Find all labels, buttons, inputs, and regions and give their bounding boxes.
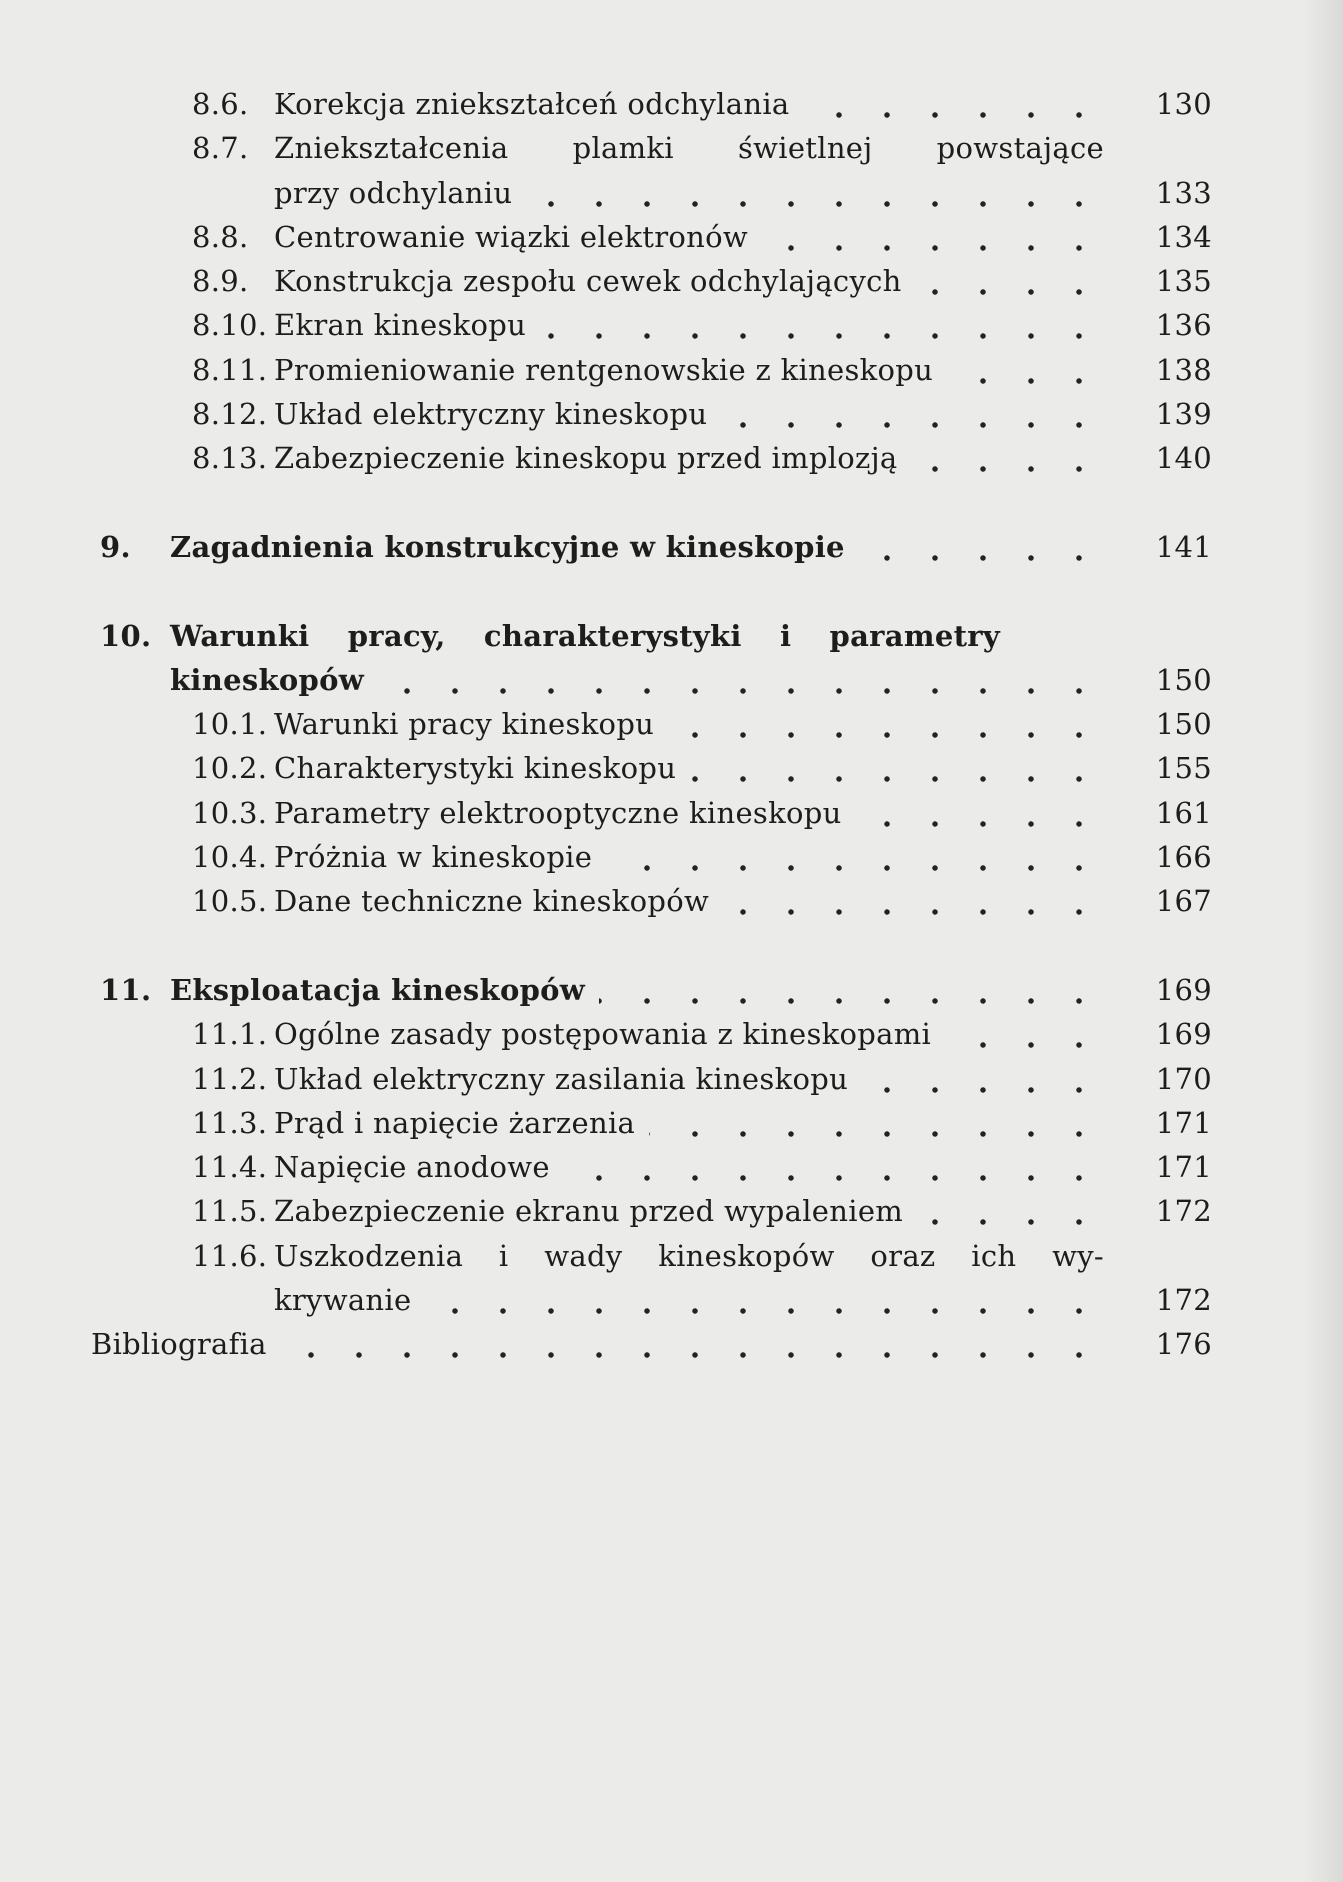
entry-title-continuation: przy odchylaniu	[274, 175, 513, 210]
toc-entry	[0, 1057, 1343, 1101]
dot-leader	[917, 1189, 1103, 1233]
entry-page-number: 133	[1155, 175, 1212, 210]
entry-page-number: 140	[1155, 441, 1212, 476]
dot-leader	[526, 171, 1103, 215]
dot-leader	[668, 702, 1103, 746]
toc-entry	[0, 392, 1343, 436]
entry-title: Korekcja zniekształceń odchylania	[274, 87, 790, 121]
entry-title: Ekran kineskopu	[274, 308, 527, 343]
entry-title-continuation: kineskopów	[170, 662, 364, 697]
toc-entry	[0, 1145, 1343, 1189]
entry-number: 11.4.	[192, 1150, 268, 1185]
entry-title: Prąd i napięcie żarzenia	[274, 1105, 636, 1140]
entry-number: 9.	[100, 529, 131, 564]
entry-page-number: 161	[1155, 795, 1212, 830]
entry-page-number: 139	[1155, 397, 1212, 432]
toc-entry-continuation	[0, 1278, 1343, 1322]
dot-leader	[856, 791, 1103, 835]
entry-title: Zagadnienia konstrukcyjne w kineskopie	[170, 529, 845, 564]
toc-entry-continuation	[0, 171, 1343, 215]
entry-number: 8.12.	[192, 397, 268, 432]
dot-leader	[649, 1101, 1103, 1145]
entry-title: Promieniowanie rentgenowskie z kineskopu	[274, 352, 934, 387]
dot-leader	[762, 215, 1103, 259]
entry-title: Ogólne zasady postępowania z kineskopami	[274, 1017, 932, 1052]
entry-page-number: 155	[1155, 751, 1212, 786]
entry-page-number: 138	[1155, 352, 1212, 387]
entry-title: Parametry elektrooptyczne kineskopu	[274, 795, 842, 830]
dot-leader	[859, 525, 1103, 569]
toc-entry	[0, 835, 1343, 879]
dot-leader	[540, 303, 1103, 347]
entry-title: Zniekształcenia plamki świetlnej powstające	[274, 131, 1104, 166]
toc-entry	[0, 1012, 1343, 1056]
entry-title: Dane techniczne kineskopów	[274, 884, 710, 919]
dot-leader	[947, 348, 1103, 392]
entry-title: Charakterystyki kineskopu	[274, 751, 677, 786]
entry-title: Zabezpieczenie ekranu przed wypaleniem	[274, 1194, 904, 1229]
entry-number: 11.2.	[192, 1061, 268, 1096]
entry-title: Warunki pracy, charakterystyki i parametry	[170, 618, 1000, 653]
toc-entry	[0, 614, 1343, 658]
dot-leader	[804, 82, 1103, 126]
toc-entry	[0, 1322, 1343, 1366]
toc-entry-continuation	[0, 658, 1343, 702]
toc-entry	[0, 879, 1343, 923]
entry-number: 10.5.	[192, 884, 268, 919]
dot-leader	[862, 1057, 1103, 1101]
entry-number: 8.13.	[192, 441, 268, 476]
entry-number: 8.7.	[192, 131, 249, 166]
dot-leader	[690, 746, 1103, 790]
entry-number: 8.8.	[192, 219, 249, 254]
dot-leader	[564, 1145, 1103, 1189]
entry-page-number: 134	[1155, 219, 1212, 254]
entry-number: 11.	[100, 972, 152, 1007]
entry-number: 8.11.	[192, 352, 268, 387]
entry-page-number: 166	[1155, 840, 1212, 875]
entry-page-number: 141	[1155, 529, 1212, 564]
dot-leader	[378, 658, 1103, 702]
entry-page-number: 176	[1155, 1327, 1212, 1362]
entry-number: 10.2.	[192, 751, 268, 786]
toc-entry	[0, 436, 1343, 480]
entry-title: Eksploatacja kineskopów	[170, 972, 586, 1007]
entry-page-number: 171	[1155, 1105, 1212, 1140]
entry-title: Uszkodzenia i wady kineskopów oraz ich wy-	[274, 1238, 1104, 1273]
entry-number: 11.5.	[192, 1194, 268, 1229]
entry-page-number: 169	[1155, 972, 1212, 1007]
entry-title: Konstrukcja zespołu cewek odchylających	[274, 264, 902, 299]
entry-title: Zabezpieczenie kineskopu przed implozją	[274, 441, 898, 476]
entry-page-number: 136	[1155, 308, 1212, 343]
toc-entry	[0, 215, 1343, 259]
entry-page-number: 150	[1155, 662, 1212, 697]
dot-leader	[281, 1322, 1103, 1366]
toc-entry	[0, 702, 1343, 746]
entry-page-number: 150	[1155, 707, 1212, 742]
entry-title: Bibliografia	[91, 1327, 267, 1362]
dot-leader	[945, 1012, 1103, 1056]
entry-number: 11.1.	[192, 1017, 268, 1052]
entry-page-number: 172	[1155, 1283, 1212, 1318]
entry-number: 10.4.	[192, 840, 268, 875]
dot-leader	[916, 259, 1103, 303]
toc-entry	[0, 348, 1343, 392]
dot-leader	[599, 968, 1103, 1012]
toc-entry	[0, 525, 1343, 569]
entry-number: 10.	[100, 618, 152, 653]
entry-number: 11.6.	[192, 1238, 268, 1273]
entry-title: Warunki pracy kineskopu	[274, 707, 655, 742]
entry-page-number: 171	[1155, 1150, 1212, 1185]
dot-leader	[723, 879, 1103, 923]
entry-number: 10.3.	[192, 795, 268, 830]
entry-number: 8.9.	[192, 264, 249, 299]
toc-entry	[0, 1189, 1343, 1233]
entry-page-number: 170	[1155, 1061, 1212, 1096]
dot-leader	[606, 835, 1103, 879]
toc-entry	[0, 1234, 1343, 1278]
entry-title-continuation: krywanie	[274, 1283, 412, 1318]
entry-number: 8.10.	[192, 308, 268, 343]
toc-entry	[0, 968, 1343, 1012]
entry-title: Układ elektryczny kineskopu	[274, 397, 708, 432]
dot-leader	[425, 1278, 1103, 1322]
entry-page-number: 169	[1155, 1017, 1212, 1052]
entry-page-number: 130	[1155, 87, 1212, 121]
entry-page-number: 135	[1155, 264, 1212, 299]
entry-number: 8.6.	[192, 87, 249, 121]
entry-page-number: 172	[1155, 1194, 1212, 1229]
toc-entry	[0, 259, 1343, 303]
toc-entry	[0, 126, 1343, 170]
dot-leader	[912, 436, 1103, 480]
entry-number: 11.3.	[192, 1105, 268, 1140]
toc-entry	[0, 746, 1343, 790]
toc-entry	[0, 303, 1343, 347]
toc-entry	[0, 791, 1343, 835]
entry-title: Próżnia w kineskopie	[274, 840, 593, 875]
entry-title: Napięcie anodowe	[274, 1150, 550, 1185]
entry-number: 10.1.	[192, 707, 268, 742]
entry-page-number: 167	[1155, 884, 1212, 919]
dot-leader	[721, 392, 1103, 436]
entry-title: Centrowanie wiązki elektronów	[274, 219, 748, 254]
entry-title: Układ elektryczny zasilania kineskopu	[274, 1061, 849, 1096]
table-of-contents	[0, 82, 1343, 1367]
toc-entry	[0, 1101, 1343, 1145]
toc-entry	[0, 82, 1343, 126]
